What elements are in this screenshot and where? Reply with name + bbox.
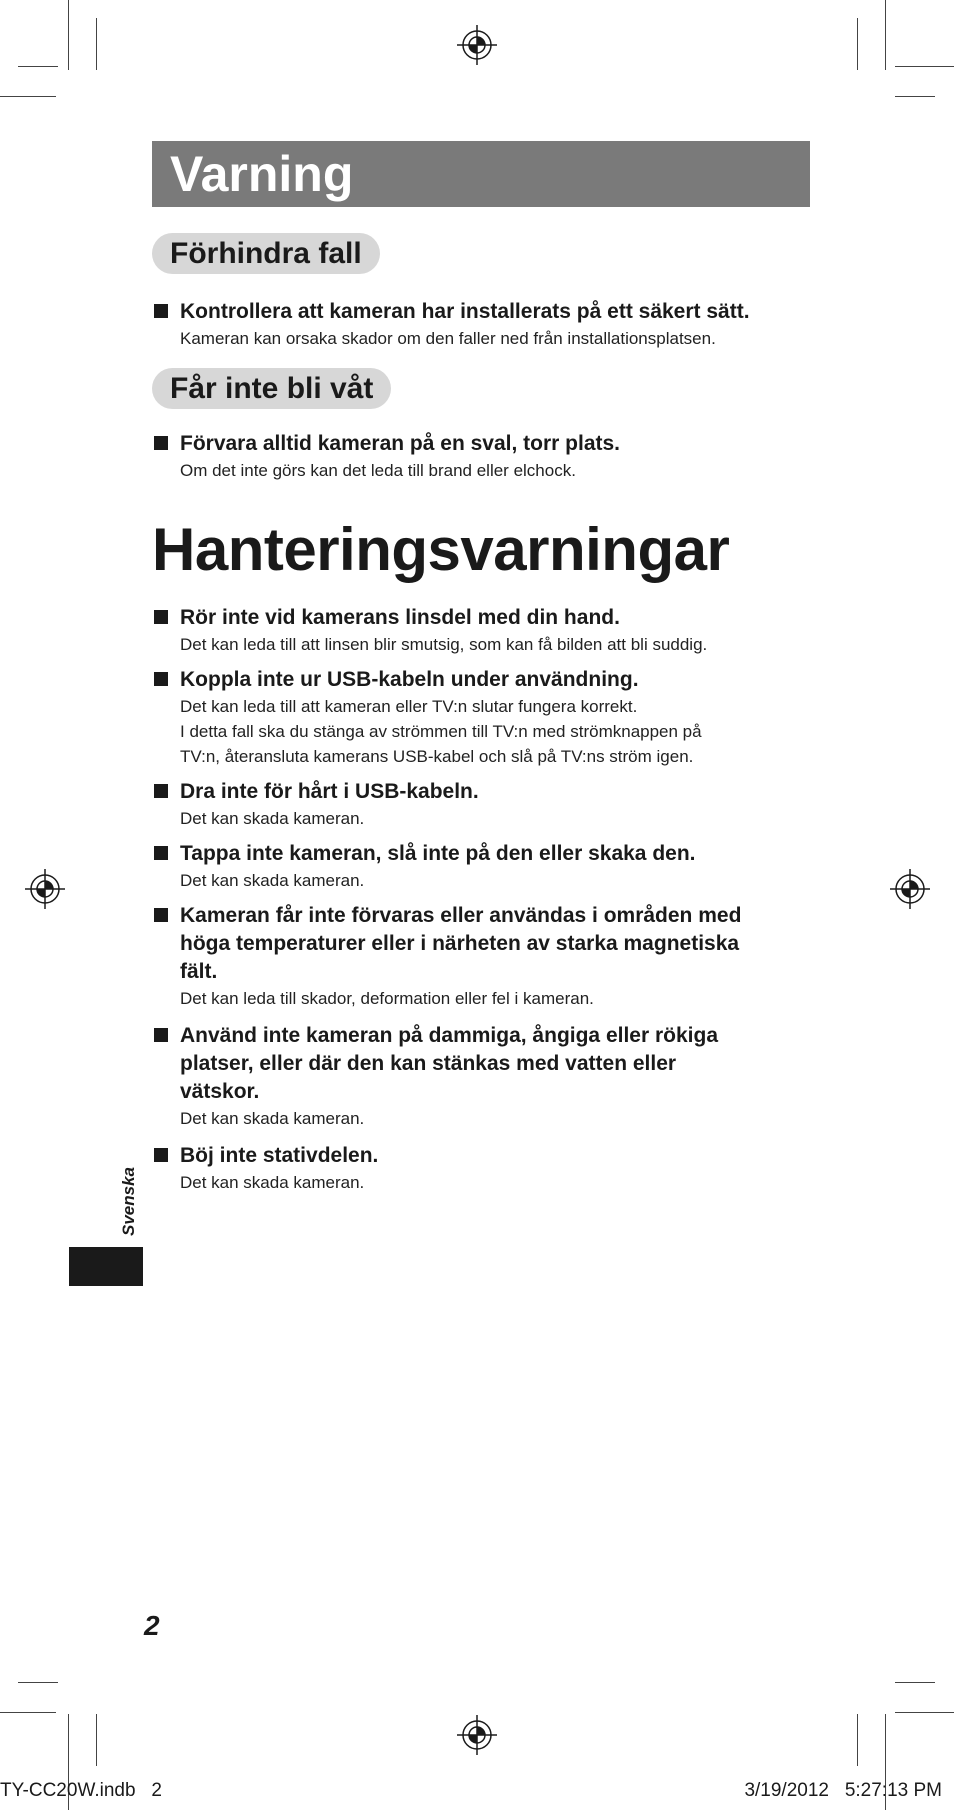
crop-mark	[0, 1712, 56, 1713]
crop-mark	[895, 96, 935, 97]
bullet-square-icon	[154, 1148, 168, 1162]
handling-item	[152, 1142, 812, 1195]
print-footer-timestamp: 3/19/2012 5:27:13 PM	[744, 1780, 942, 1801]
item-title: Rör inte vid kamerans linsdel med din hand.	[180, 606, 620, 629]
item-title: Koppla inte ur USB-kabeln under användning.	[180, 668, 639, 691]
item-title: vätskor.	[180, 1080, 260, 1103]
item-body: Om det inte görs kan det leda till brand eller elchock.	[180, 461, 576, 480]
registration-mark-icon	[457, 25, 497, 65]
handling-item	[152, 778, 812, 831]
item-title: Böj inte stativdelen.	[180, 1144, 379, 1167]
registration-mark-icon	[25, 869, 65, 909]
item-title: Tappa inte kameran, slå inte på den eller skaka den.	[180, 842, 696, 865]
crop-mark	[885, 0, 886, 70]
section-banner: Varning	[152, 141, 810, 207]
crop-mark	[96, 1714, 97, 1766]
item-title: platser, eller där den kan stänkas med vatten eller	[180, 1052, 677, 1075]
item-body: Det kan skada kameran.	[180, 871, 365, 890]
handling-item	[152, 666, 812, 769]
bullet-square-icon	[154, 610, 168, 624]
item-title: Kontrollera att kameran har installerats på ett säkert sätt.	[180, 300, 750, 323]
crop-mark	[68, 0, 69, 70]
language-label: Svenska	[119, 1167, 138, 1236]
crop-mark	[18, 66, 58, 67]
crop-mark	[857, 18, 858, 70]
bullet-square-icon	[154, 1028, 168, 1042]
item-title: Dra inte för hårt i USB-kabeln.	[180, 780, 479, 803]
crop-mark	[18, 1682, 58, 1683]
crop-mark	[895, 1712, 954, 1713]
subsection-heading-wet: Får inte bli våt	[152, 368, 391, 409]
registration-mark-icon	[457, 1715, 497, 1755]
bullet-square-icon	[154, 436, 168, 450]
bullet-square-icon	[154, 304, 168, 318]
bullet-square-icon	[154, 846, 168, 860]
item-body: Det kan leda till att linsen blir smutsig, som kan få bilden att bli suddig.	[180, 635, 708, 654]
crop-mark	[0, 96, 56, 97]
item-body: Det kan leda till att kameran eller TV:n slutar fungera korrekt.	[180, 697, 638, 716]
handling-item	[152, 840, 812, 893]
item-body: Det kan skada kameran.	[180, 1173, 365, 1192]
item-body: Det kan skada kameran.	[180, 1109, 365, 1128]
print-footer-filename: TY-CC20W.indb 2	[0, 1780, 162, 1801]
warning-item	[152, 430, 812, 483]
item-body: Det kan leda till skador, deformation eller fel i kameran.	[180, 989, 594, 1008]
language-tab-marker	[69, 1247, 143, 1286]
item-body: Kameran kan orsaka skador om den faller ned från installationsplatsen.	[180, 329, 716, 348]
registration-mark-icon	[890, 869, 930, 909]
subsection-heading-fall: Förhindra fall	[152, 233, 380, 274]
crop-mark	[895, 1682, 935, 1683]
item-title: fält.	[180, 960, 218, 983]
handling-item	[152, 604, 812, 657]
item-body: TV:n, återansluta kamerans USB-kabel och slå på TV:ns ström igen.	[180, 747, 694, 766]
handling-item	[152, 902, 812, 1011]
item-title: höga temperaturer eller i närheten av starka magnetiska	[180, 932, 740, 955]
handling-title: Hanteringsvarningar	[152, 516, 730, 583]
page-number: 2	[144, 1610, 160, 1641]
item-body: Det kan skada kameran.	[180, 809, 365, 828]
crop-mark	[895, 66, 954, 67]
item-title: Kameran får inte förvaras eller användas i områden med	[180, 904, 742, 927]
crop-mark	[857, 1714, 858, 1766]
item-title: Använd inte kameran på dammiga, ångiga eller rökiga	[180, 1024, 719, 1047]
handling-item	[152, 1022, 812, 1131]
bullet-square-icon	[154, 784, 168, 798]
crop-mark	[96, 18, 97, 70]
item-title: Förvara alltid kameran på en sval, torr plats.	[180, 432, 621, 455]
item-body: I detta fall ska du stänga av strömmen till TV:n med strömknappen på	[180, 722, 702, 741]
warning-item	[152, 298, 812, 351]
bullet-square-icon	[154, 672, 168, 686]
bullet-square-icon	[154, 908, 168, 922]
